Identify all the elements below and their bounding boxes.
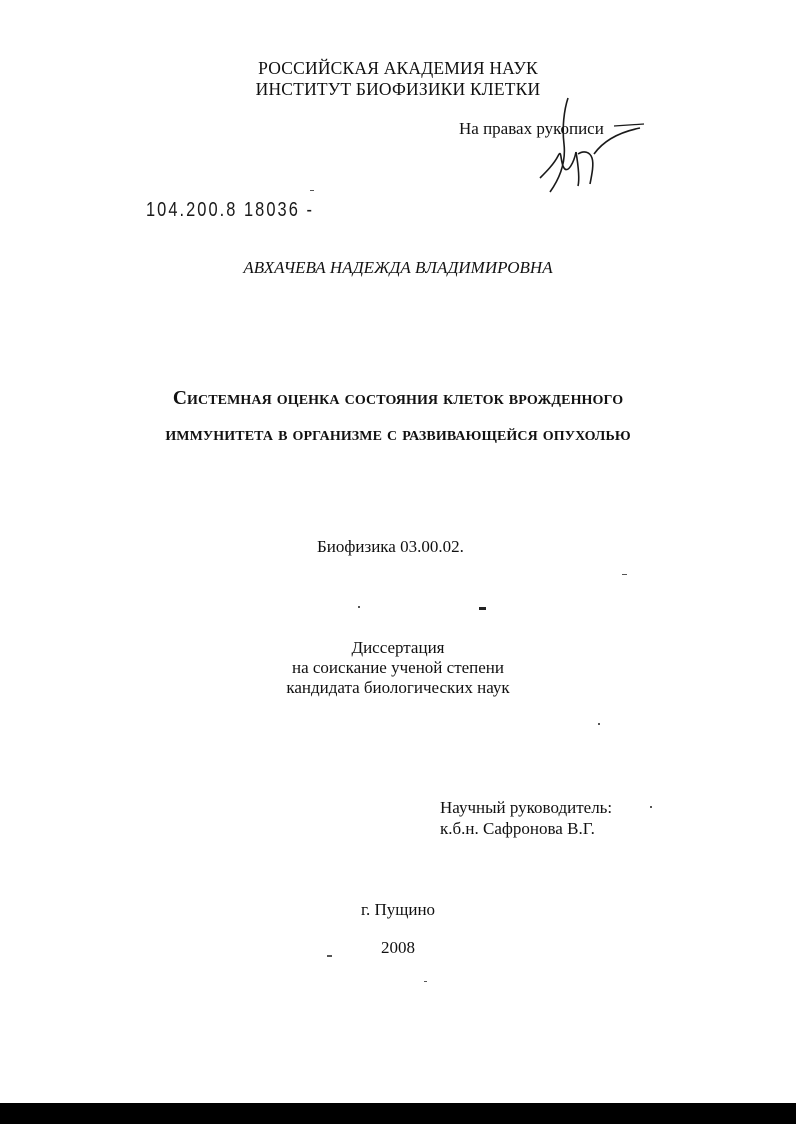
supervisor-label: Научный руководитель:	[440, 798, 613, 817]
supervisor-name: к.б.н. Сафронова В.Г.	[440, 819, 595, 838]
title-line-1: Системная оценка состояния клеток врожденного	[172, 388, 624, 409]
dissertation-line-1: Диссертация	[351, 638, 445, 657]
catalog-stamp: 104.200.8 18036 -	[146, 199, 314, 221]
title-line-2: иммунитета в организме с развивающейся опухолью	[165, 424, 631, 445]
scan-edge-bar	[0, 1103, 796, 1124]
rights-note: На правах рукописи	[459, 119, 604, 138]
year: 2008	[381, 938, 415, 957]
dissertation-line-3: кандидата биологических наук	[286, 678, 510, 697]
scan-speck	[598, 723, 600, 725]
scan-speck	[650, 806, 652, 808]
institution-line-2: ИНСТИТУТ БИОФИЗИКИ КЛЕТКИ	[255, 79, 541, 99]
author-name: АВХАЧЕВА НАДЕЖДА ВЛАДИМИРОВНА	[243, 258, 553, 277]
institution-line-1: РОССИЙСКАЯ АКАДЕМИЯ НАУК	[258, 58, 538, 78]
specialty: Биофизика 03.00.02.	[317, 537, 464, 556]
handwritten-signature-icon	[520, 92, 650, 202]
scan-speck	[358, 606, 360, 608]
scan-speck	[479, 607, 486, 610]
dissertation-line-2: на соискание ученой степени	[291, 658, 505, 677]
scan-speck	[622, 574, 627, 575]
scan-speck	[424, 981, 427, 982]
city: г. Пущино	[360, 900, 436, 919]
scan-speck	[310, 190, 314, 191]
